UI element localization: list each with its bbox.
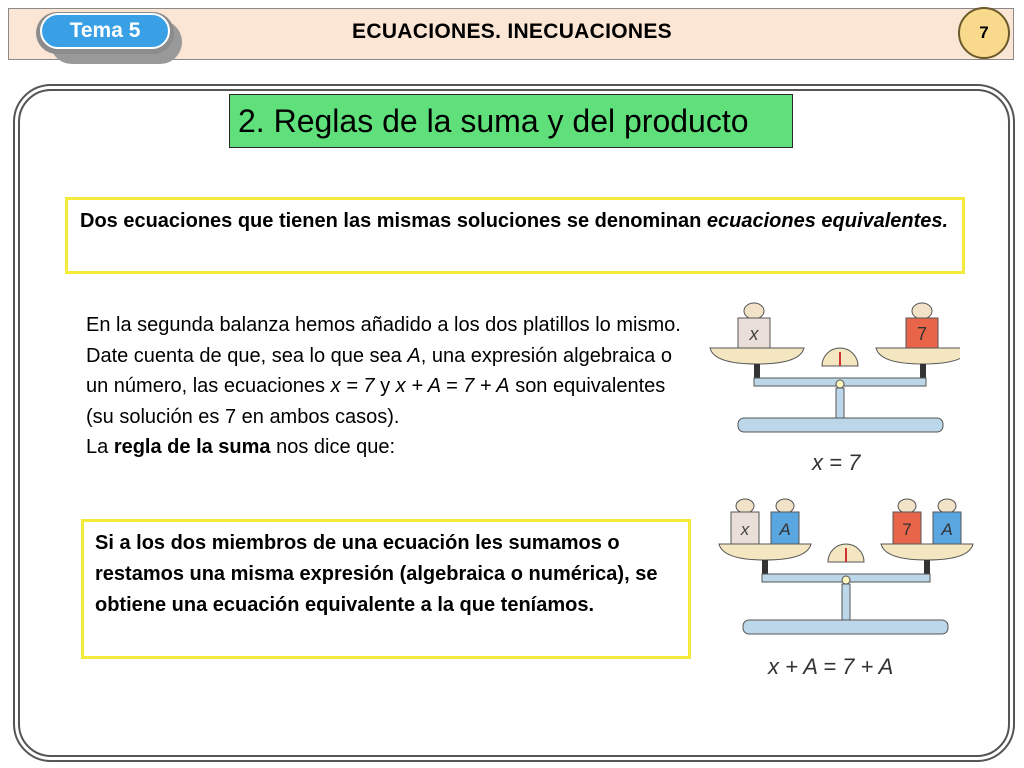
left-pan <box>710 348 804 364</box>
section-title: 2. Reglas de la suma y del producto <box>229 94 793 148</box>
rule-intro-2: nos dice que: <box>276 436 396 458</box>
weight-knob <box>938 499 956 513</box>
scale-pivot <box>842 576 850 584</box>
body-eq2: x + A = 7 + A <box>395 375 510 397</box>
body-text-3: son equivalentes (su solución es 7 en ambos casos). <box>86 375 666 428</box>
scale-1-caption <box>812 450 860 476</box>
weight-x-label: x <box>749 324 759 344</box>
rule-name: regla de la suma <box>113 436 271 458</box>
body-y: y <box>380 375 391 397</box>
scale-pivot <box>836 380 844 388</box>
scale-1-illustration <box>700 298 960 438</box>
scale-1-caption-text: x = 7 <box>812 450 861 475</box>
weight-a-label: A <box>941 520 953 539</box>
body-eq1: x = 7 <box>330 375 375 397</box>
weight-knob <box>912 303 932 319</box>
body-var-a: A <box>407 344 421 367</box>
weight-knob <box>744 303 764 319</box>
header-title: ECUACIONES. INECUACIONES <box>352 20 672 43</box>
scale-column <box>842 584 850 620</box>
rule-text: Si a los dos miembros de una ecuación les sumamos o restamos una misma expresión (algebraica o numérica), se obtiene una ecuación equivalente a la que teníamos. <box>95 532 658 616</box>
scale-base <box>743 620 948 634</box>
weight-knob <box>776 499 794 513</box>
weight-knob <box>898 499 916 513</box>
rule-intro-1: La <box>86 436 109 458</box>
scale-2-caption <box>768 654 893 680</box>
weight-7-label: 7 <box>902 520 912 539</box>
body-text-1: En la segunda balanza hemos añadido a los dos platillos lo mismo. Date cuenta de que, sea lo que sea <box>86 314 681 367</box>
left-pan <box>719 544 811 560</box>
weight-7-label: 7 <box>916 324 928 344</box>
tema-badge: Tema 5 <box>40 13 170 49</box>
body-paragraph <box>86 310 686 463</box>
page-number: 7 <box>958 7 1010 59</box>
definition-text: Dos ecuaciones que tienen las mismas soluciones se denominan <box>80 210 702 232</box>
scale-base <box>738 418 943 432</box>
weight-a-label: A <box>779 520 791 539</box>
scale-column <box>836 388 844 418</box>
weight-x-label: x <box>740 520 750 539</box>
scale-2-caption-text: x + A = 7 + A <box>768 654 894 679</box>
definition-term: ecuaciones equivalentes. <box>706 210 949 232</box>
weight-knob <box>736 499 754 513</box>
definition-box <box>65 197 965 274</box>
scale-2-illustration <box>715 492 975 640</box>
body-text-2: , una expresión algebraica o un número, las ecuaciones <box>86 344 672 397</box>
right-pan <box>881 544 973 560</box>
right-pan <box>876 348 960 364</box>
rule-box <box>81 519 691 659</box>
